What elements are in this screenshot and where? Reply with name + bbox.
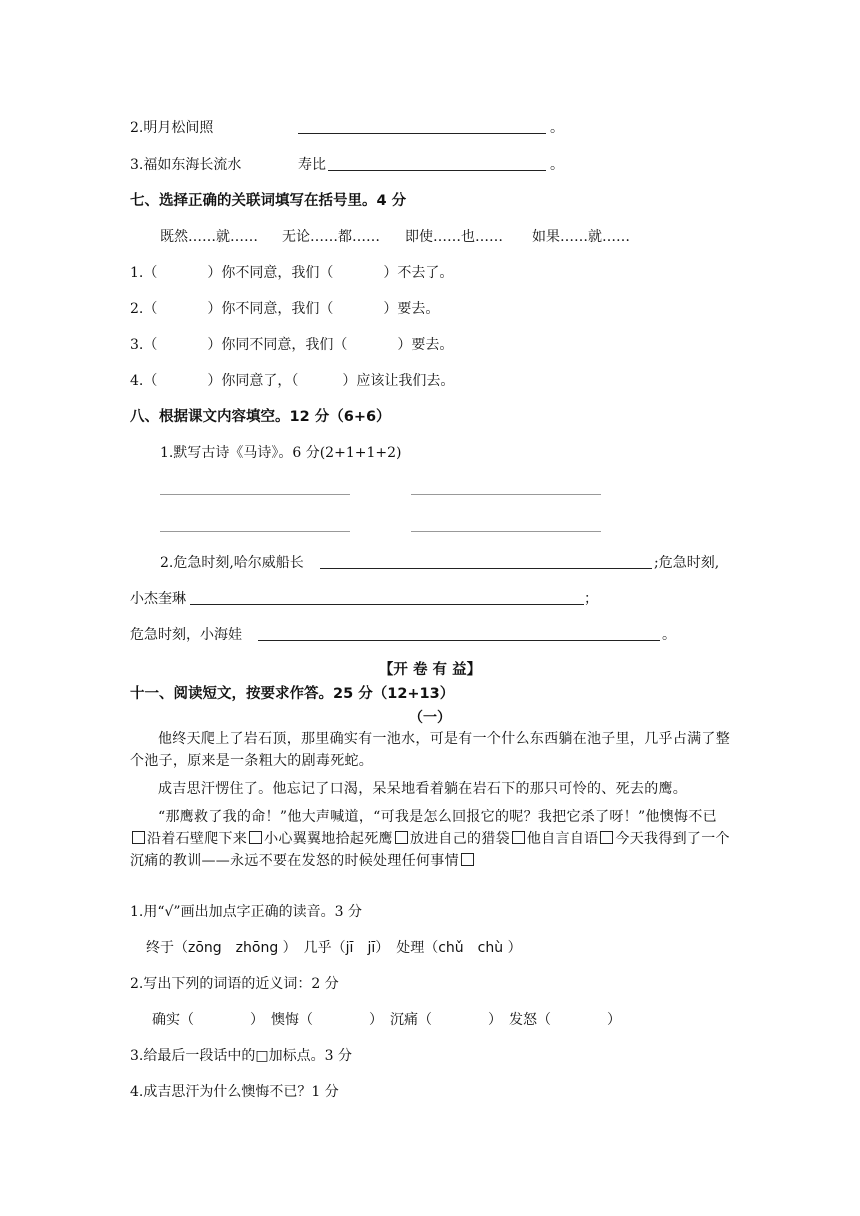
sec8-title: 八、根据课文内容填空。12 分（6+6） <box>130 409 391 425</box>
sec6-q3-prefix: 寿比 <box>298 157 326 173</box>
sec8-q2c-end: 。 <box>662 627 676 643</box>
item-num: 1.（ <box>130 265 158 281</box>
reading-part-label: （一） <box>409 710 451 726</box>
punctuation-box[interactable] <box>395 831 408 844</box>
period: 。 <box>550 120 564 136</box>
sec11-title: 十一、阅读短文，按要求作答。25 分（12+13） <box>130 686 455 702</box>
synonym-blanks[interactable]: 确实（ ） 懊悔（ ） 沉痛（ ） 发怒（ ） <box>152 1012 621 1028</box>
reading-passage <box>130 728 730 872</box>
conj-option-2: 无论……都…… <box>282 229 380 245</box>
sec11-q2: 2.写出下列的词语的近义词：2 分 <box>130 976 339 992</box>
item-end: ）不去了。 <box>383 265 454 281</box>
sec8-q2a: 2.危急时刻,哈尔威船长 <box>160 555 304 571</box>
sec7-title: 七、选择正确的关联词填写在括号里。4 分 <box>130 193 407 209</box>
passage-paragraph-1: 他终天爬上了岩石顶，那里确实有一池水，可是有一个什么东西躺在池子里，几乎占满了整个池子，原来是一条粗大的剧毒死蛇。 <box>130 731 730 769</box>
item-num: 2.（ <box>130 301 158 317</box>
sec6-q2-blank[interactable] <box>298 133 546 134</box>
sec8-q2b-blank[interactable] <box>190 604 584 605</box>
item-end: ）要去。 <box>383 301 440 317</box>
item-mid: ）你同意了，（ <box>207 373 299 389</box>
sec8-q2a-blank[interactable] <box>320 568 652 569</box>
passage-paragraph-3: “那鹰救了我的命！”他大声喊道，“可我是怎么回报它的呢？我把它杀了呀！”他懊悔不已沿着石壁爬下来 小心翼翼地拾起死鹰 放进自己的猎袋 他自言自语 今天我得到了一个沉痛的教训——永远不要在发怒的时候处理任何事情 <box>130 809 730 869</box>
item-mid: ）你不同意，我们（ <box>207 265 334 281</box>
poem-line-1[interactable] <box>160 494 350 495</box>
conj-option-1: 既然……就…… <box>160 229 258 245</box>
item-end: ）应该让我们去。 <box>342 373 455 389</box>
pinyin-options[interactable]: 终于（zōng zhōng ） 几乎（jī jī） 处理（chǔ chù ） <box>146 940 522 956</box>
conj-option-4: 如果……就…… <box>532 229 630 245</box>
item-num: 3.（ <box>130 337 158 353</box>
sec7-item-3[interactable] <box>130 336 453 354</box>
item-mid: ）你不同意，我们（ <box>207 301 334 317</box>
sec11-q1: 1.用“√”画出加点字正确的读音。3 分 <box>130 904 362 920</box>
item-end: ）要去。 <box>397 337 454 353</box>
item-num: 4.（ <box>130 373 158 389</box>
sec8-q2b: 小杰奎琳 <box>130 591 186 607</box>
sec6-q2-label: 2.明月松间照 <box>130 120 214 136</box>
poem-line-4[interactable] <box>411 531 601 532</box>
sec11-q3: 3.给最后一段话中的□加标点。3 分 <box>130 1048 352 1064</box>
passage-paragraph-2: 成吉思汗愣住了。他忘记了口渴，呆呆地看着躺在岩石下的那只可怜的、死去的鹰。 <box>158 781 688 797</box>
sec8-q2a-end: ;危急时刻, <box>654 555 720 571</box>
sec8-q2b-end: ； <box>584 591 598 607</box>
sec8-q2c-blank[interactable] <box>258 640 660 641</box>
item-mid: ）你同不同意，我们（ <box>207 337 348 353</box>
section-banner: 【开 卷 有 益】 <box>378 662 482 678</box>
sec6-q3-label: 3.福如东海长流水 <box>130 157 242 173</box>
sec7-item-1[interactable] <box>130 264 453 282</box>
sec7-item-4[interactable] <box>130 372 454 390</box>
sec6-q3-blank[interactable] <box>328 170 546 171</box>
sec7-item-2[interactable] <box>130 300 439 318</box>
period: 。 <box>550 157 564 173</box>
sec11-q4: 4.成吉思汗为什么懊悔不已？1 分 <box>130 1084 339 1100</box>
punctuation-box[interactable] <box>600 831 613 844</box>
punctuation-box[interactable] <box>249 831 262 844</box>
punctuation-box[interactable] <box>512 831 525 844</box>
poem-line-2[interactable] <box>411 494 601 495</box>
poem-line-3[interactable] <box>160 531 350 532</box>
conj-option-3: 即使……也…… <box>405 229 503 245</box>
punctuation-box[interactable] <box>132 831 145 844</box>
punctuation-box[interactable] <box>461 853 474 866</box>
sec8-q2c: 危急时刻，小海娃 <box>130 627 242 643</box>
sec8-q1: 1.默写古诗《马诗》。6 分(2+1+1+2) <box>160 445 402 461</box>
